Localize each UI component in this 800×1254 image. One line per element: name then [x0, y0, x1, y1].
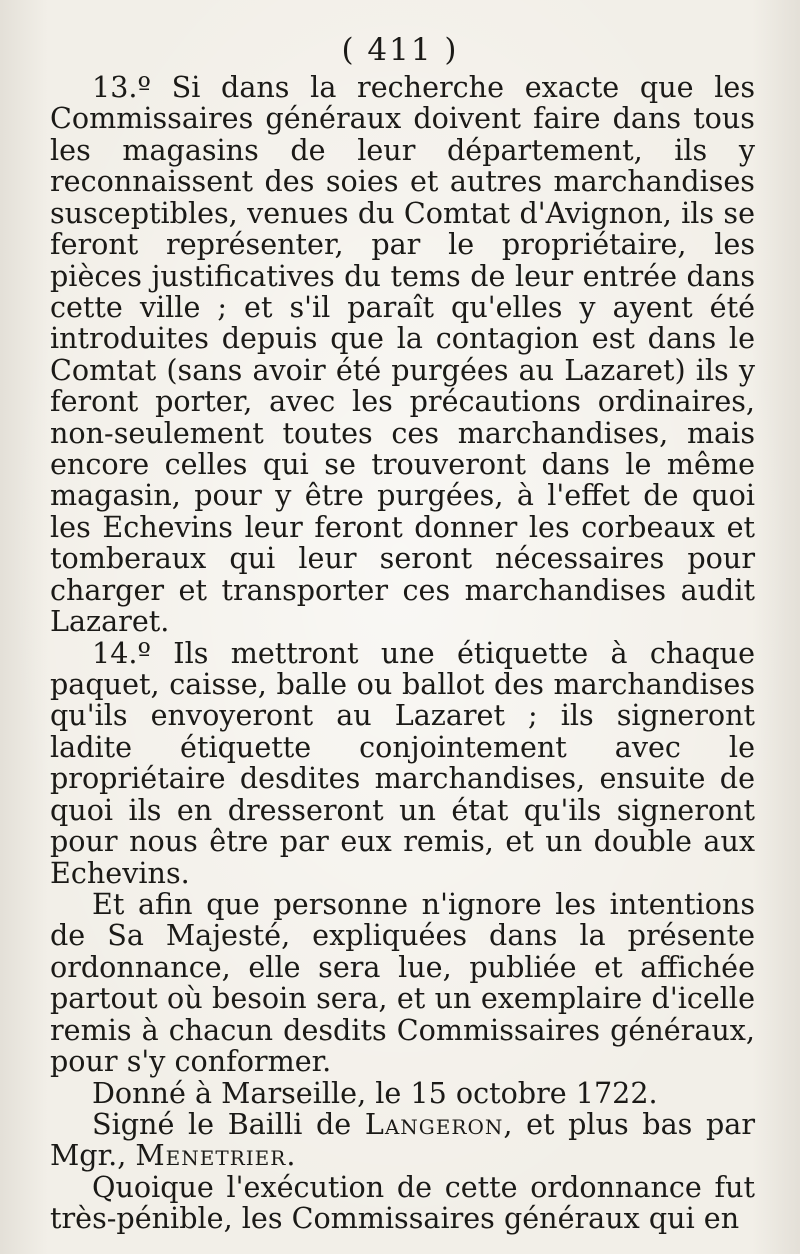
- signature-prefix: Signé le Bailli de: [92, 1106, 365, 1141]
- paragraph-signature: [50, 1106, 755, 1173]
- paragraph-final: Quoique l'exécution de cette ordonnance fut très-pénible, les Commissaires généraux qui en: [50, 1169, 755, 1236]
- paragraph-date: Donné à Marseille, le 15 octobre 1722.: [92, 1075, 658, 1110]
- signature-middle: , et plus bas par Mgr.,: [50, 1106, 755, 1173]
- paragraph-article-14: 14.º Ils mettront une étiquette à chaque paquet, caisse, balle ou ballot des marchandises qu'ils envoyeront au Lazaret ; ils signeront ladite étiquette conjointement avec le propriétaire desdites marchandises, ensuite de quoi ils en dresseront un état qu'ils signeront pour nous être par eux remis, et un double aux Echevins.: [50, 635, 755, 890]
- signatory-name: Langeron: [364, 1106, 504, 1141]
- page-number: ( 411 ): [341, 32, 459, 68]
- page-text-block: [50, 72, 755, 1235]
- paragraph-closing: Et afin que personne n'ignore les intentions de Sa Majesté, expliquées dans la présente ordonnance, elle sera lue, publiée et affichée partout où besoin sera, et un exemplaire d'icelle remis à chacun desdits Commissaires généraux, pour s'y conformer.: [50, 886, 755, 1079]
- signature-suffix: .: [286, 1138, 296, 1173]
- secretary-name: Menetrier: [135, 1138, 287, 1173]
- paragraph-article-13: 13.º Si dans la recherche exacte que les Commissaires généraux doivent faire dans tous les magasins de leur département, ils y reconnaissent des soies et autres marchandises susceptibles, venues du Comtat d'Avignon, ils se feront représenter, par le propriétaire, les pièces justificatives du tems de leur entrée dans cette ville ; et s'il paraît qu'elles y ayent été introduites depuis que la contagion est dans le Comtat (sans avoir été purgées au Lazaret) ils y feront porter, avec les précautions ordinaires, non-seulement toutes ces marchandises, mais encore celles qui se trouveront dans le même magasin, pour y être purgées, à l'effet de quoi les Echevins leur feront donner les corbeaux et tomberaux qui leur seront nécessaires pour charger et transporter ces marchandises audit Lazaret.: [50, 70, 755, 639]
